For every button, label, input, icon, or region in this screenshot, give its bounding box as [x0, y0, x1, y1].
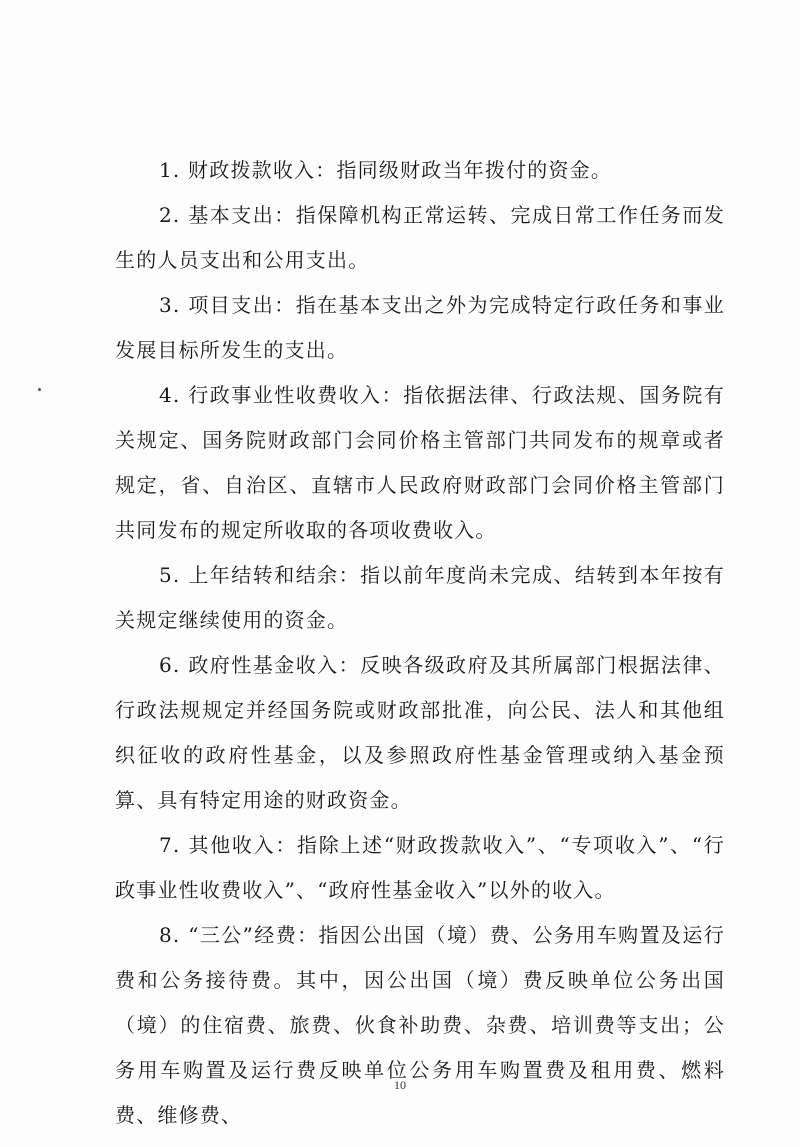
paragraph-project-expenditure: 3. 项目支出：指在基本支出之外为完成特定行政任务和事业发展目标所发生的支出。 [115, 293, 725, 362]
scan-dot-mark [38, 388, 41, 391]
paragraph-administrative-fee-income: 4. 行政事业性收费收入：指依据法律、行政法规、国务院有关规定、国务院财政部门会同价格主管部门共同发布的规章或者规定，省、自治区、直辖市人民政府财政部门会同价格主管部门共同发布的规定所收取的各项收费收入。 [115, 383, 725, 542]
paragraph-other-income: 7. 其他收入：指除上述“财政拨款收入”、“专项收入”、“行政事业性收费收入”、“政府性基金收入”以外的收入。 [115, 833, 725, 902]
page-number: 10 [394, 1078, 406, 1092]
paragraph-carryover-and-balance: 5. 上年结转和结余：指以前年度尚未完成、结转到本年按有关规定继续使用的资金。 [115, 563, 725, 632]
paragraph-fiscal-appropriation-income: 1. 财政拨款收入：指同级财政当年拨付的资金。 [159, 158, 613, 182]
paragraph-three-public-expenses: 8. “三公”经费：指因公出国（境）费、公务用车购置及运行费和公务接待费。其中，因公出国（境）费反映单位公务出国（境）的住宿费、旅费、伙食补助费、杂费、培训费等支出；公务用车购置及运行费反映单位公务用车购置费及租用费、燃料费、维修费、 [115, 923, 725, 1127]
paragraph-basic-expenditure: 2. 基本支出：指保障机构正常运转、完成日常工作任务而发生的人员支出和公用支出。 [115, 203, 725, 272]
paragraph-government-fund-income: 6. 政府性基金收入：反映各级政府及其所属部门根据法律、行政法规规定并经国务院或财政部批准，向公民、法人和其他组织征收的政府性基金，以及参照政府性基金管理或纳入基金预算、具有特定用途的财政资金。 [115, 653, 725, 812]
document-body [115, 148, 725, 1138]
